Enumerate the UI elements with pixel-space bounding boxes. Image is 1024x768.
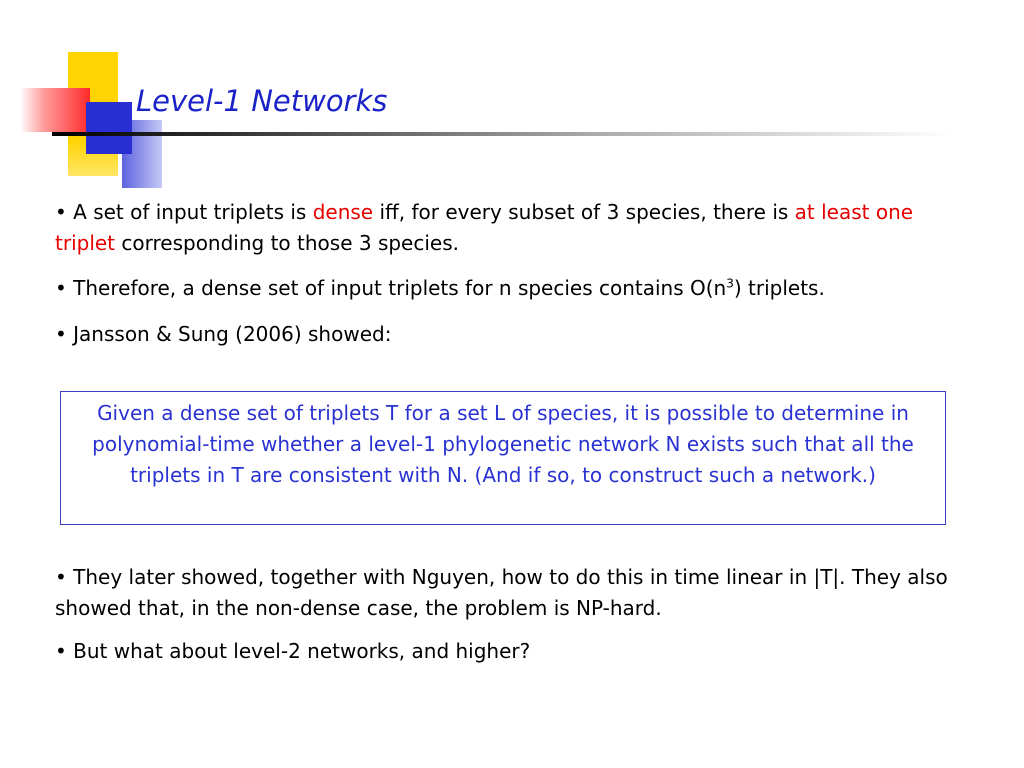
theorem-box (60, 391, 946, 525)
bullet-text: corresponding to those 3 species. (115, 231, 459, 255)
title-underline-rule (52, 132, 952, 136)
bullet-triplet-count (55, 273, 960, 304)
bullet-jansson-sung: • Jansson & Sung (2006) showed: (55, 322, 392, 346)
superscript-exponent: 3 (726, 276, 734, 291)
bullet-linear-time: • They later showed, together with Nguyen, how to do this in time linear in |T|. They also showed that, in the non-dense case, the problem is NP-hard. (55, 565, 948, 620)
bullet-text: iff, for every subset of 3 species, there is (373, 200, 795, 224)
highlight-at-least-one-triplet: at least one triplet (55, 200, 914, 255)
highlight-dense: dense (312, 200, 374, 224)
slide-title: Level-1 Networks (136, 84, 388, 118)
bullet-level-2-question: • But what about level-2 networks, and higher? (55, 639, 531, 663)
decor-blue-block (86, 102, 132, 154)
bullet-text: • A set of input triplets is (55, 200, 313, 224)
theorem-text: Given a dense set of triplets T for a set L of species, it is possible to determine in polynomial-time whether a level-1 phylogenetic network N exists such that all the triplets in T are consistent with N. (And if so, to construct such a network.) (92, 401, 914, 487)
bullet-text: • Therefore, a dense set of input triplets for n species contains O(n (55, 276, 727, 300)
bullet-dense-definition (55, 197, 960, 259)
bullet-text: ) triplets. (733, 276, 825, 300)
decor-red-block (20, 88, 90, 132)
